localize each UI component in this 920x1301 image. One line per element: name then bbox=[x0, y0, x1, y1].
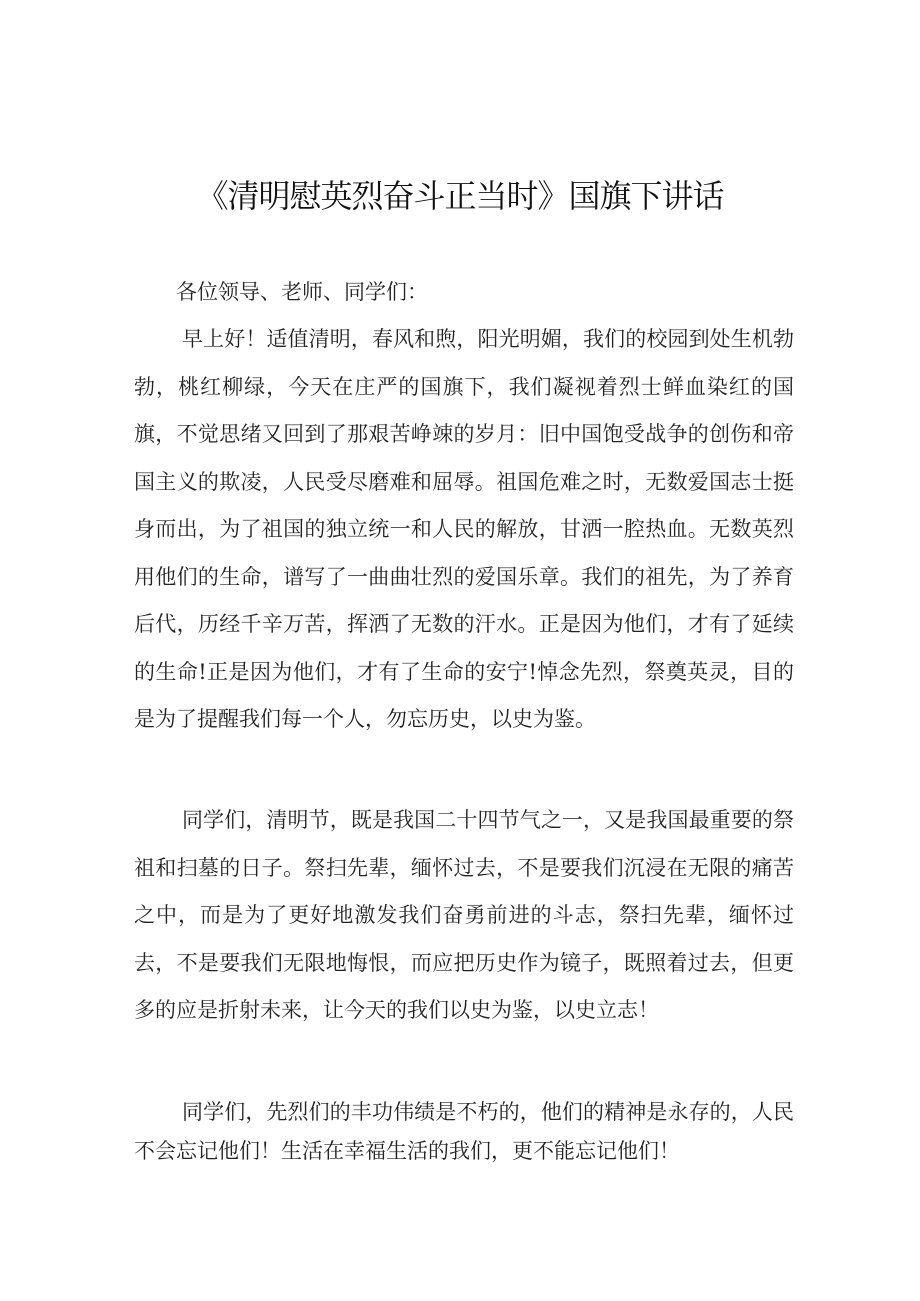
paragraph-3: 同学们，先烈们的丰功伟绩是不朽的，他们的精神是永存的，人民不会忘记他们！生活在幸福生活的我们，更不能忘记他们！ bbox=[134, 1100, 794, 1163]
document-title: 《清明慰英烈奋斗正当时》国旗下讲话 bbox=[196, 177, 724, 215]
salutation: 各位领导、老师、同学们： bbox=[176, 280, 428, 304]
paragraph-1: 早上好！适值清明，春风和煦，阳光明媚，我们的校园到处生机勃勃，桃红柳绿，今天在庄严的国旗下，我们凝视着烈士鲜血染红的国旗，不觉思绪又回到了那艰苦峥竦的岁月：旧中国饱受战争的创伤和帝国主义的欺凌，人民受尽磨难和屈辱。祖国危难之时，无数爱国志士挺身而出，为了祖国的独立统一和人民的解放，甘洒一腔热血。无数英烈用他们的生命，谱写了一曲曲壮烈的爱国乐章。我们的祖先，为了养育后代，历经千辛万苦，挥洒了无数的汗水。正是因为他们，才有了延续的生命!正是因为他们，才有了生命的安宁!悼念先烈，祭奠英灵，目的是为了提醒我们每一个人，勿忘历史，以史为鉴。 bbox=[134, 327, 794, 731]
paragraph-2: 同学们，清明节，既是我国二十四节气之一，又是我国最重要的祭祖和扫墓的日子。祭扫先辈，缅怀过去，不是要我们沉浸在无限的痛苦之中，而是为了更好地激发我们奋勇前进的斗志，祭扫先辈，缅怀过去，不是要我们无限地悔恨，而应把历史作为镜子，既照着过去，但更多的应是折射未来，让今天的我们以史为鉴，以史立志！ bbox=[134, 808, 794, 1022]
